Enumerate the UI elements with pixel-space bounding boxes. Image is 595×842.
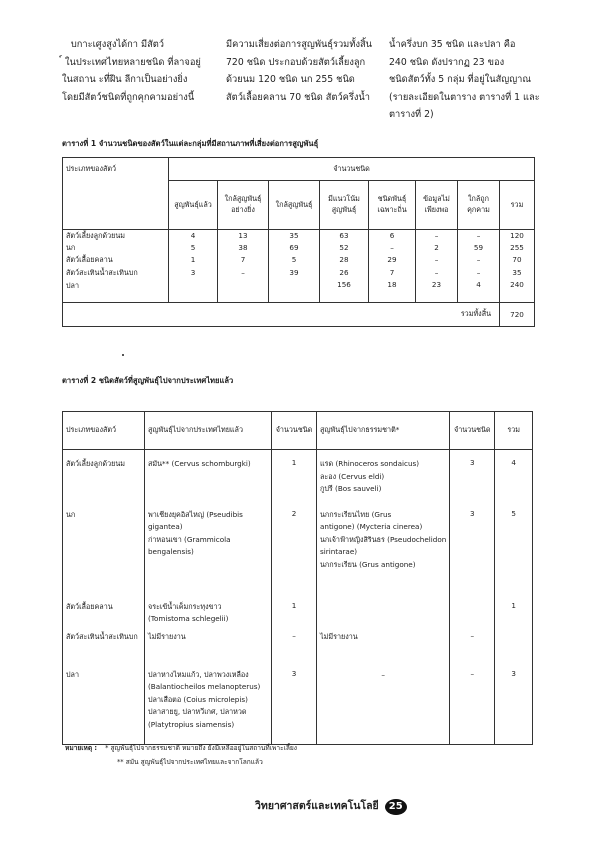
table1-cell: 4	[476, 279, 481, 289]
table1-cell: 70	[512, 255, 522, 265]
page-footer	[255, 797, 407, 815]
table1-cell: 35	[289, 231, 299, 240]
table2-total: 4	[495, 450, 533, 501]
species-entry: ไม่มีรายงาน	[148, 631, 186, 641]
body-text-column-3: น้ำครึ่งบก 35 ชนิด และปลา คือ 240 ชนิด ดังปรากฏ 23 ของ ชนิดสัตว์ทั้ง 5 กลุ่ม ที่อยู่ในสัญญาณ (รายละเอียดในตาราง ตารางที่ 1 และ ตารางที่ 2)	[389, 39, 540, 121]
table2-count1: 3	[272, 655, 317, 745]
table1-column-cells	[218, 230, 269, 303]
species-entry: ไม่มีรายงาน	[320, 631, 358, 641]
table1-group-labels	[63, 230, 169, 303]
table1-cell: 26	[339, 267, 349, 277]
table2-extinct-wild	[317, 501, 450, 597]
table2-extinct-th	[145, 655, 272, 745]
species-entry: แรด (Rhinoceros sondaicus)	[320, 459, 420, 468]
table1-col-header: ชนิดพันธุ์เฉพาะถิ่น	[369, 181, 416, 230]
table1-cell: 35	[512, 267, 522, 277]
table1-column-cells	[458, 230, 500, 303]
notes-line-1	[65, 742, 297, 753]
table1-cell: 13	[238, 231, 248, 240]
species-entry: gigantea)	[148, 522, 183, 531]
species-entry: sirintarae)	[320, 547, 358, 556]
body-text-column-2: มีความเสี่ยงต่อการสูญพันธุ์รวมทั้งสิ้น 720 ชนิด ประกอบด้วยสัตว์เลี้ยงลูก ด้วยนม 120 ชนิด นก 255 ชนิด สัตว์เลื้อยคลาน 70 ชนิด สัตว์ครึ่งน้ำ	[226, 39, 373, 103]
table2-total: 5	[495, 501, 533, 597]
table1-cell: 4	[190, 231, 196, 240]
note-1: * สูญพันธุ์ไปจากธรรมชาติ หมายถึง ยังมีเหลืออยู่ในสถานที่เพาะเลี้ยง	[105, 744, 298, 752]
table2-extinct-wild	[317, 655, 450, 745]
table1-cell: 59	[473, 243, 484, 253]
table2-header: จำนวนชนิด	[272, 412, 317, 450]
stray-dot	[122, 354, 124, 356]
table1-col-header: ข้อมูลไม่เพียงพอ	[416, 181, 458, 230]
table1-cell: 18	[387, 279, 397, 289]
table2-count2	[450, 597, 495, 629]
table1-column-cells	[269, 230, 320, 303]
table1-col-header: รวม	[500, 181, 535, 230]
table2-extinct-th	[145, 501, 272, 597]
table1-cell: –	[390, 243, 394, 253]
table2-group: สัตว์เลื้อยคลาน	[63, 597, 145, 629]
species-entry: สมัน** (Cervus schomburgki)	[148, 459, 251, 468]
table2-group: นก	[63, 501, 145, 597]
table1-cell: 6	[389, 231, 395, 240]
table1-cell: –	[434, 231, 439, 240]
species-entry: นกกระเรียนไทย (Grus	[320, 509, 392, 519]
table1-row-label: ปลา	[66, 280, 80, 290]
table2-total: 1	[495, 597, 533, 629]
table2-extinct-th	[145, 450, 272, 501]
table1-cell: 5	[291, 255, 297, 265]
table1-cell: –	[434, 267, 439, 277]
table1-cell: 23	[431, 279, 442, 289]
table1-row-label: สัตว์เลื้อยคลาน	[66, 255, 113, 265]
table2-extinct-wild	[317, 450, 450, 501]
table1-group-header: ประเภทของสัตว์	[63, 158, 169, 230]
table2-total: 3	[495, 655, 533, 745]
table1-cell: 29	[387, 255, 397, 265]
table1-cell: 63	[339, 231, 349, 240]
table1-cell: –	[476, 255, 481, 265]
note-2: ** สมัน สูญพันธุ์ไปจากประเทศไทยและจากโลกแล้ว	[117, 758, 263, 766]
table1-cell: 7	[389, 267, 395, 277]
species-entry: จระเข้น้ำเค็มกระทุงขาว	[148, 601, 222, 611]
table1-cell: –	[241, 267, 245, 277]
species-entry: (Tomistoma schlegelii)	[148, 614, 229, 623]
table2-count2: 3	[450, 450, 495, 501]
table2-header: รวม	[495, 412, 533, 450]
table1-cell: 3	[190, 267, 196, 277]
species-entry: antigone) (Mycteria cinerea)	[320, 522, 423, 531]
species-entry: (Platytropius siamensis)	[148, 719, 235, 729]
table1-cell: 28	[339, 255, 349, 265]
table2-count1: 1	[272, 597, 317, 629]
table1-col-header: ใกล้สูญพันธุ์อย่างยิ่ง	[218, 181, 269, 230]
magazine-name: วิทยาศาสตร์และเทคโนโลยี	[255, 800, 379, 812]
table2-count2: –	[450, 655, 495, 745]
species-entry: ปลาเสือตอ (Coius microlepis)	[148, 694, 248, 704]
body-text-column-1: บกาะเศูงสูงได้กา มีสัตว์ ในประเทศไทยหลายชนิด ที่ลาจอยู่ ในสถาน ะที่ฝีน ลีกาเป็นอย่างยิ่ง โดยมีสัตว์ชนิดที่ถูกคุกคามอย่างนี้	[62, 39, 201, 103]
species-entry: กูปรี (Bos sauveli)	[320, 484, 382, 493]
table1-cell: 255	[510, 243, 524, 253]
table1-cell: 120	[510, 231, 524, 240]
table1	[62, 157, 535, 327]
table1-cell: 39	[289, 267, 299, 277]
table1-cell: 1	[190, 255, 196, 265]
table1-column-cells	[500, 230, 535, 303]
table2-count1: 2	[272, 501, 317, 597]
species-entry: –	[381, 669, 385, 679]
species-entry: พาเชียงยุคอิสไหญ่ (Pseudibis	[148, 509, 243, 519]
species-entry: (Balantiocheilos melanopterus)	[148, 682, 261, 691]
table1-col-header: มีแนวโน้มสูญพันธุ์	[320, 181, 369, 230]
table2-extinct-wild	[317, 629, 450, 655]
table1-cell: 5	[190, 243, 196, 253]
species-entry: bengalensis)	[148, 547, 194, 556]
species-entry: ก่าหอนเขา (Grammicola	[148, 534, 231, 544]
table2-header: สูญพันธุ์ไปจากประเทศไทยแล้ว	[145, 412, 272, 450]
notes-label: หมายเหตุ :	[65, 744, 98, 752]
table2-extinct-th	[145, 629, 272, 655]
species-entry: ปลาสายยู, ปลาหวีเกศ, ปลาหวด	[148, 707, 247, 716]
table1-total-value: 720	[500, 303, 535, 327]
table1-row-label: นก	[66, 243, 76, 253]
table1-cell: 240	[510, 279, 524, 289]
table2-count2: –	[450, 629, 495, 655]
table1-cell: –	[476, 267, 481, 277]
table2-count1: 1	[272, 450, 317, 501]
table1-caption: ตารางที่ 1 จำนวนชนิดของสัตว์ในแต่ละกลุ่มที่มีสถานภาพที่เสี่ยงต่อการสูญพันธุ์	[62, 139, 319, 148]
table2-caption: ตารางที่ 2 ชนิดสัตว์ที่สูญพันธุ์ไปจากประเทศไทยแล้ว	[62, 376, 234, 385]
table2-extinct-th	[145, 597, 272, 629]
table2-header: จำนวนชนิด	[450, 412, 495, 450]
table1-cell: 52	[339, 243, 349, 253]
table2-header: สูญพันธุ์ไปจากธรรมชาติ*	[317, 412, 450, 450]
table1-column-cells	[169, 230, 218, 303]
species-entry: นกเจ้าฟ้าหญิงสิรินธร (Pseudochelidon	[320, 534, 447, 544]
table1-cell: –	[476, 231, 481, 240]
table2-header: ประเภทของสัตว์	[63, 412, 145, 450]
table1-cell: 2	[434, 243, 439, 253]
species-entry: ละอง (Cervus eldi)	[320, 471, 385, 481]
table2-group: สัตว์เลี้ยงลูกด้วยนม	[63, 450, 145, 501]
species-entry: ปลาหางไหมแก้ว, ปลาพวงเหลือง	[148, 669, 249, 679]
table2-count1: –	[272, 629, 317, 655]
table1-cell: 38	[238, 243, 248, 253]
table2-count2: 3	[450, 501, 495, 597]
table1-column-cells	[320, 230, 369, 303]
table2	[62, 411, 533, 745]
table2-group: สัตว์สะเทินน้ำสะเทินบก	[63, 629, 145, 655]
table1-cell: –	[434, 255, 439, 265]
table2-total	[495, 629, 533, 655]
table1-row-label: สัตว์สะเทินน้ำสะเทินบก	[66, 267, 138, 277]
table1-total-label: รวมทั้งสิ้น	[63, 303, 500, 327]
table2-extinct-wild	[317, 597, 450, 629]
table1-column-cells	[416, 230, 458, 303]
page-number: 25	[385, 799, 407, 815]
table2-group: ปลา	[63, 655, 145, 745]
table1-col-header: สูญพันธุ์แล้ว	[169, 181, 218, 230]
table1-cell: 69	[289, 243, 299, 253]
species-entry: นกกระเรียน (Grus antigone)	[320, 559, 416, 569]
table1-count-header: จำนวนชนิด	[169, 158, 535, 181]
table1-cell: 7	[240, 255, 246, 265]
table1-cell: 156	[337, 279, 351, 289]
table1-col-header: ใกล้สูญพันธุ์	[269, 181, 320, 230]
table1-row-label: สัตว์เลี้ยงลูกด้วยนม	[66, 231, 125, 240]
table1-col-header: ใกล้ถูกคุกคาม	[458, 181, 500, 230]
table1-column-cells	[369, 230, 416, 303]
